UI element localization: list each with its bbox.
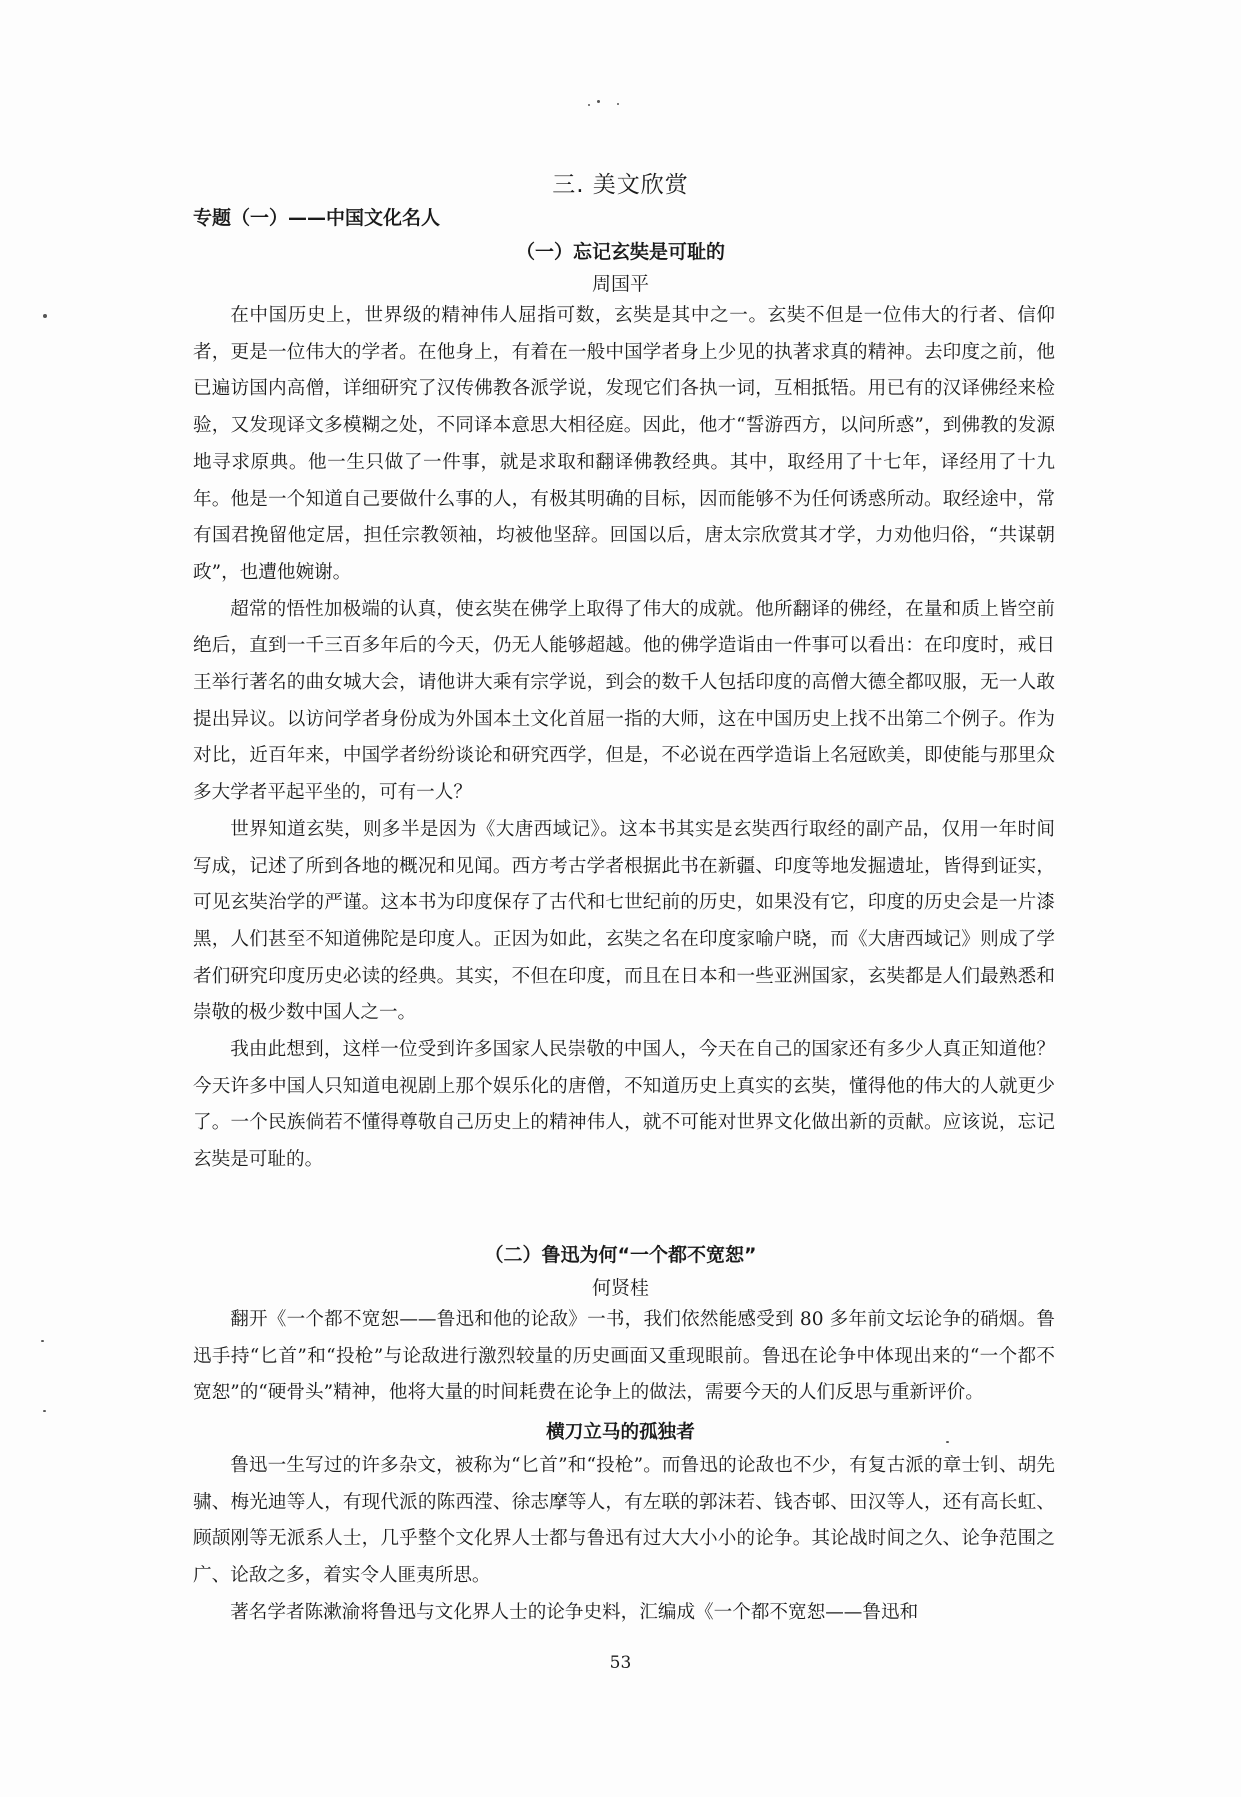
scan-speck — [43, 314, 47, 318]
scan-speck — [617, 103, 619, 105]
scan-speck — [43, 1410, 46, 1412]
article-2-intro — [193, 1302, 1055, 1412]
article-2-subheading: 横刀立马的孤独者 — [546, 1422, 695, 1443]
paragraph: 超常的悟性加极端的认真，使玄奘在佛学上取得了伟大的成就。他所翻译的佛经，在量和质上皆空前绝后，直到一千三百多年后的今天，仍无人能够超越。他的佛学造诣由一件事可以看出：在印度时，戒日王举行著名的曲女城大会，请他讲大乘有宗学说，到会的数千人包括印度的高僧大德全都叹服，无一人敢提出异议。以访问学者身份成为外国本土文化首屈一指的大师，这在中国历史上找不出第二个例子。作为对比，近百年来，中国学者纷纷谈论和研究西学，但是，不必说在西学造诣上名冠欧美，即使能与那里众多大学者平起平坐的，可有一人？ — [193, 598, 1055, 804]
scan-speck — [41, 1340, 44, 1342]
article-1-title: （一）忘记玄奘是可耻的 — [515, 241, 725, 263]
article-2-author: 何贤桂 — [591, 1277, 649, 1299]
paragraph: 在中国历史上，世界级的精神伟人屈指可数，玄奘是其中之一。玄奘不但是一位伟大的行者、信仰者，更是一位伟大的学者。在他身上，有着在一般中国学者身上少见的执著求真的精神。去印度之前，他已遍访国内高僧，详细研究了汉传佛教各派学说，发现它们各执一词，互相抵牾。用已有的汉译佛经来检验，又发现译文多模糊之处，不同译本意思大相径庭。因此，他才“誓游西方，以问所惑”，到佛教的发源地寻求原典。他一生只做了一件事，就是求取和翻译佛教经典。其中，取经用了十七年，译经用了十九年。他是一个知道自己要做什么事的人，有极其明确的目标，因而能够不为任何诱惑所动。取经途中，常有国君挽留他定居，担任宗教领袖，均被他坚辞。回国以后，唐太宗欣赏其才学，力劝他归俗，“共谋朝政”，也遭他婉谢。 — [193, 305, 1055, 583]
page-number: 53 — [609, 1653, 632, 1673]
paragraph: 著名学者陈漱渝将鲁迅与文化界人士的论争史料，汇编成《一个都不宽恕——鲁迅和 — [230, 1601, 919, 1623]
article-1-author: 周国平 — [591, 273, 649, 295]
scan-speck — [597, 100, 600, 103]
topic-heading: 专题（一）——中国文化名人 — [193, 207, 441, 229]
scan-speck — [588, 104, 590, 106]
paragraph: 我由此想到，这样一位受到许多国家人民崇敬的中国人，今天在自己的国家还有多少人真正知道他？今天许多中国人只知道电视剧上那个娱乐化的唐僧，不知道历史上真实的玄奘，懂得他的伟大的人就更少了。一个民族倘若不懂得尊敬自己历史上的精神伟人，就不可能对世界文化做出新的贡献。应该说，忘记玄奘是可耻的。 — [193, 1039, 1055, 1171]
article-1-body — [193, 298, 1055, 1179]
paragraph: 翻开《一个都不宽恕——鲁迅和他的论敌》一书，我们依然能感受到 80 多年前文坛论争的硝烟。鲁迅手持“匕首”和“投枪”与论敌进行激烈较量的历史画面又重现眼前。鲁迅在论争中体现出来的“一个都不宽恕”的“硬骨头”精神，他将大量的时间耗费在论争上的做法，需要今天的人们反思与重新评价。 — [193, 1309, 1055, 1404]
article-2-title: （二）鲁迅为何“一个都不宽恕” — [484, 1244, 757, 1266]
article-2-body — [193, 1448, 1055, 1632]
section-title: 三. 美文欣赏 — [552, 172, 689, 198]
paragraph: 鲁迅一生写过的许多杂文，被称为“匕首”和“投枪”。而鲁迅的论敌也不少，有复古派的章士钊、胡先骕、梅光迪等人，有现代派的陈西滢、徐志摩等人，有左联的郭沫若、钱杏邨、田汉等人，还有高长虹、顾颉刚等无派系人士，几乎整个文化界人士都与鲁迅有过大大小小的论争。其论战时间之久、论争范围之广、论敌之多，着实令人匪夷所思。 — [193, 1455, 1055, 1587]
paragraph: 世界知道玄奘，则多半是因为《大唐西域记》。这本书其实是玄奘西行取经的副产品，仅用一年时间写成，记述了所到各地的概况和见闻。西方考古学者根据此书在新疆、印度等地发掘遗址，皆得到证实，可见玄奘治学的严谨。这本书为印度保存了古代和七世纪前的历史，如果没有它，印度的历史会是一片漆黑，人们甚至不知道佛陀是印度人。正因为如此，玄奘之名在印度家喻户晓，而《大唐西域记》则成了学者们研究印度历史必读的经典。其实，不但在印度，而且在日本和一些亚洲国家，玄奘都是人们最熟悉和崇敬的极少数中国人之一。 — [193, 818, 1055, 1024]
